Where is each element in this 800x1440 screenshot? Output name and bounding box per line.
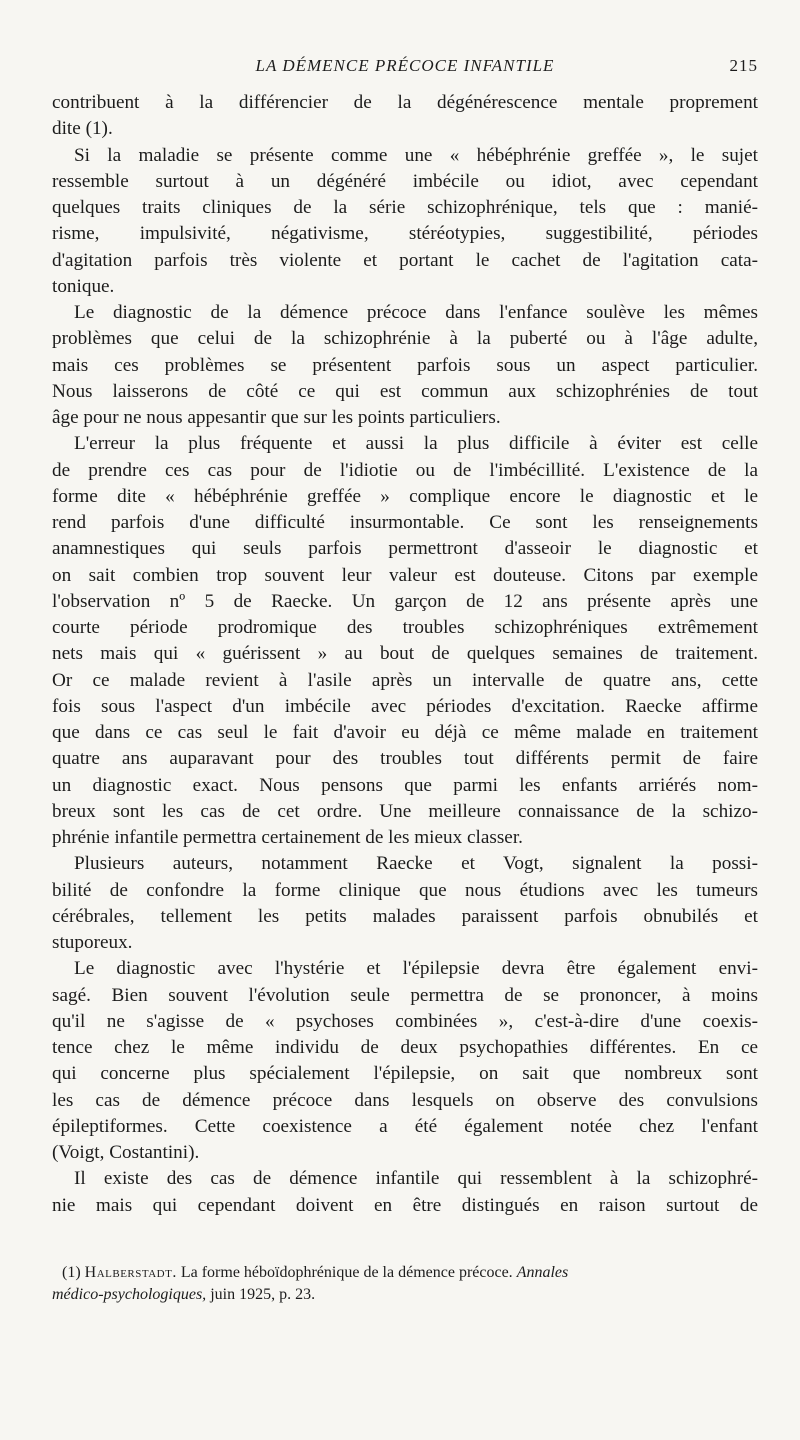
text-line: bilité de confondre la forme clinique que nous étudions avec les tumeurs bbox=[52, 879, 758, 901]
text-line: mais ces problèmes se présentent parfois sous un aspect particulier. bbox=[52, 354, 758, 376]
text-line: tonique. bbox=[52, 275, 115, 297]
footnote-title: La forme héboïdophrénique de la démence précoce. bbox=[180, 1264, 513, 1281]
text-line: les cas de démence précoce dans lesquels on observe des convulsions bbox=[52, 1089, 758, 1111]
text-line: breux sont les cas de cet ordre. Une meilleure connaissance de la schizo- bbox=[52, 800, 758, 822]
text-line: Le diagnostic de la démence précoce dans l'enfance soulève les mêmes bbox=[74, 302, 758, 323]
text-line: risme, impulsivité, négativisme, stéréotypies, suggestibilité, périodes bbox=[52, 223, 758, 245]
text-line: Or ce malade revient à l'asile après un intervalle de quatre ans, cette bbox=[52, 669, 758, 691]
text-line: Plusieurs auteurs, notamment Raecke et Vogt, signalent la possi- bbox=[74, 853, 758, 875]
text-line: dite (1). bbox=[52, 118, 113, 140]
text-line: qu'il ne s'agisse de « psychoses combinées », c'est-à-dire d'une coexis- bbox=[52, 1010, 758, 1032]
footnote-journal-part1: Annales bbox=[516, 1264, 569, 1281]
footnote-line-1 bbox=[52, 1262, 758, 1284]
text-line: nets mais qui « guérissent » au bout de quelques semaines de traitement. bbox=[52, 643, 758, 665]
text-line: âge pour ne nous appesantir que sur les points particuliers. bbox=[52, 407, 501, 428]
text-line: quelques traits cliniques de la série schizophrénique, tels que : manié- bbox=[52, 197, 758, 218]
running-header bbox=[52, 56, 758, 82]
text-line: quatre ans auparavant pour des troubles tout différents permit de faire bbox=[52, 748, 758, 770]
text-line: de prendre ces cas pour de l'idiotie ou de l'imbécillité. L'existence de la bbox=[52, 459, 758, 481]
footnote-details: juin 1925, p. 23. bbox=[210, 1286, 316, 1303]
text-line: d'agitation parfois très violente et portant le cachet de l'agitation cata- bbox=[52, 249, 758, 271]
body-text bbox=[52, 90, 758, 1219]
text-line: problèmes que celui de la schizophrénie à la puberté ou à l'âge adulte, bbox=[52, 328, 758, 350]
text-line: un diagnostic exact. Nous pensons que parmi les enfants arriérés nom- bbox=[52, 774, 758, 796]
text-line: l'observation nº 5 de Raecke. Un garçon de 12 ans présente après une bbox=[52, 590, 758, 612]
text-line: que dans ce cas seul le fait d'avoir eu déjà ce même malade en traitement bbox=[52, 722, 758, 743]
footnote-journal-part2: médico-psychologiques, bbox=[52, 1286, 207, 1303]
text-line: phrénie infantile permettra certainement de les mieux classer. bbox=[52, 827, 523, 848]
text-line: sagé. Bien souvent l'évolution seule permettra de se prononcer, à moins bbox=[52, 984, 758, 1006]
text-line: tence chez le même individu de deux psychopathies différentes. En ce bbox=[52, 1037, 758, 1058]
footnote bbox=[52, 1262, 758, 1306]
text-line: Il existe des cas de démence infantile qui ressemblent à la schizophré- bbox=[74, 1168, 758, 1190]
footnote-line-2 bbox=[52, 1284, 758, 1306]
text-line: cérébrales, tellement les petits malades paraissent parfois obnubilés et bbox=[52, 905, 758, 927]
text-line: courte période prodromique des troubles schizophréniques extrêmement bbox=[52, 617, 758, 638]
text-line: Le diagnostic avec l'hystérie et l'épilepsie devra être également envi- bbox=[74, 958, 758, 980]
footnote-author: Halberstadt. bbox=[84, 1264, 177, 1281]
text-line: (Voigt, Costantini). bbox=[52, 1142, 200, 1163]
text-line: anamnestiques qui seuls parfois permettront d'asseoir le diagnostic et bbox=[52, 538, 758, 560]
text-line: contribuent à la différencier de la dégénérescence mentale proprement bbox=[52, 92, 758, 113]
running-title: LA DÉMENCE PRÉCOCE INFANTILE bbox=[255, 56, 555, 75]
text-line: nie mais qui cependant doivent en être distingués en raison surtout de bbox=[52, 1194, 758, 1216]
text-line: stuporeux. bbox=[52, 932, 133, 953]
text-line: fois sous l'aspect d'un imbécile avec périodes d'excitation. Raecke affirme bbox=[52, 695, 758, 717]
text-line: qui concerne plus spécialement l'épilepsie, on sait que nombreux sont bbox=[52, 1063, 758, 1085]
text-line: forme dite « hébéphrénie greffée » complique encore le diagnostic et le bbox=[52, 485, 758, 507]
text-line: L'erreur la plus fréquente et aussi la plus difficile à éviter est celle bbox=[74, 433, 758, 455]
text-line: Nous laisserons de côté ce qui est commun aux schizophrénies de tout bbox=[52, 380, 758, 402]
text-line: épileptiformes. Cette coexistence a été également notée chez l'enfant bbox=[52, 1115, 758, 1137]
text-line: rend parfois d'une difficulté insurmontable. Ce sont les renseignements bbox=[52, 512, 758, 533]
page-number: 215 bbox=[729, 56, 758, 75]
text-line: ressemble surtout à un dégénéré imbécile ou idiot, avec cependant bbox=[52, 170, 758, 192]
footnote-marker: (1) bbox=[62, 1264, 81, 1281]
text-line: on sait combien trop souvent leur valeur est douteuse. Citons par exemple bbox=[52, 564, 758, 586]
text-line: Si la maladie se présente comme une « hébéphrénie greffée », le sujet bbox=[74, 144, 758, 166]
